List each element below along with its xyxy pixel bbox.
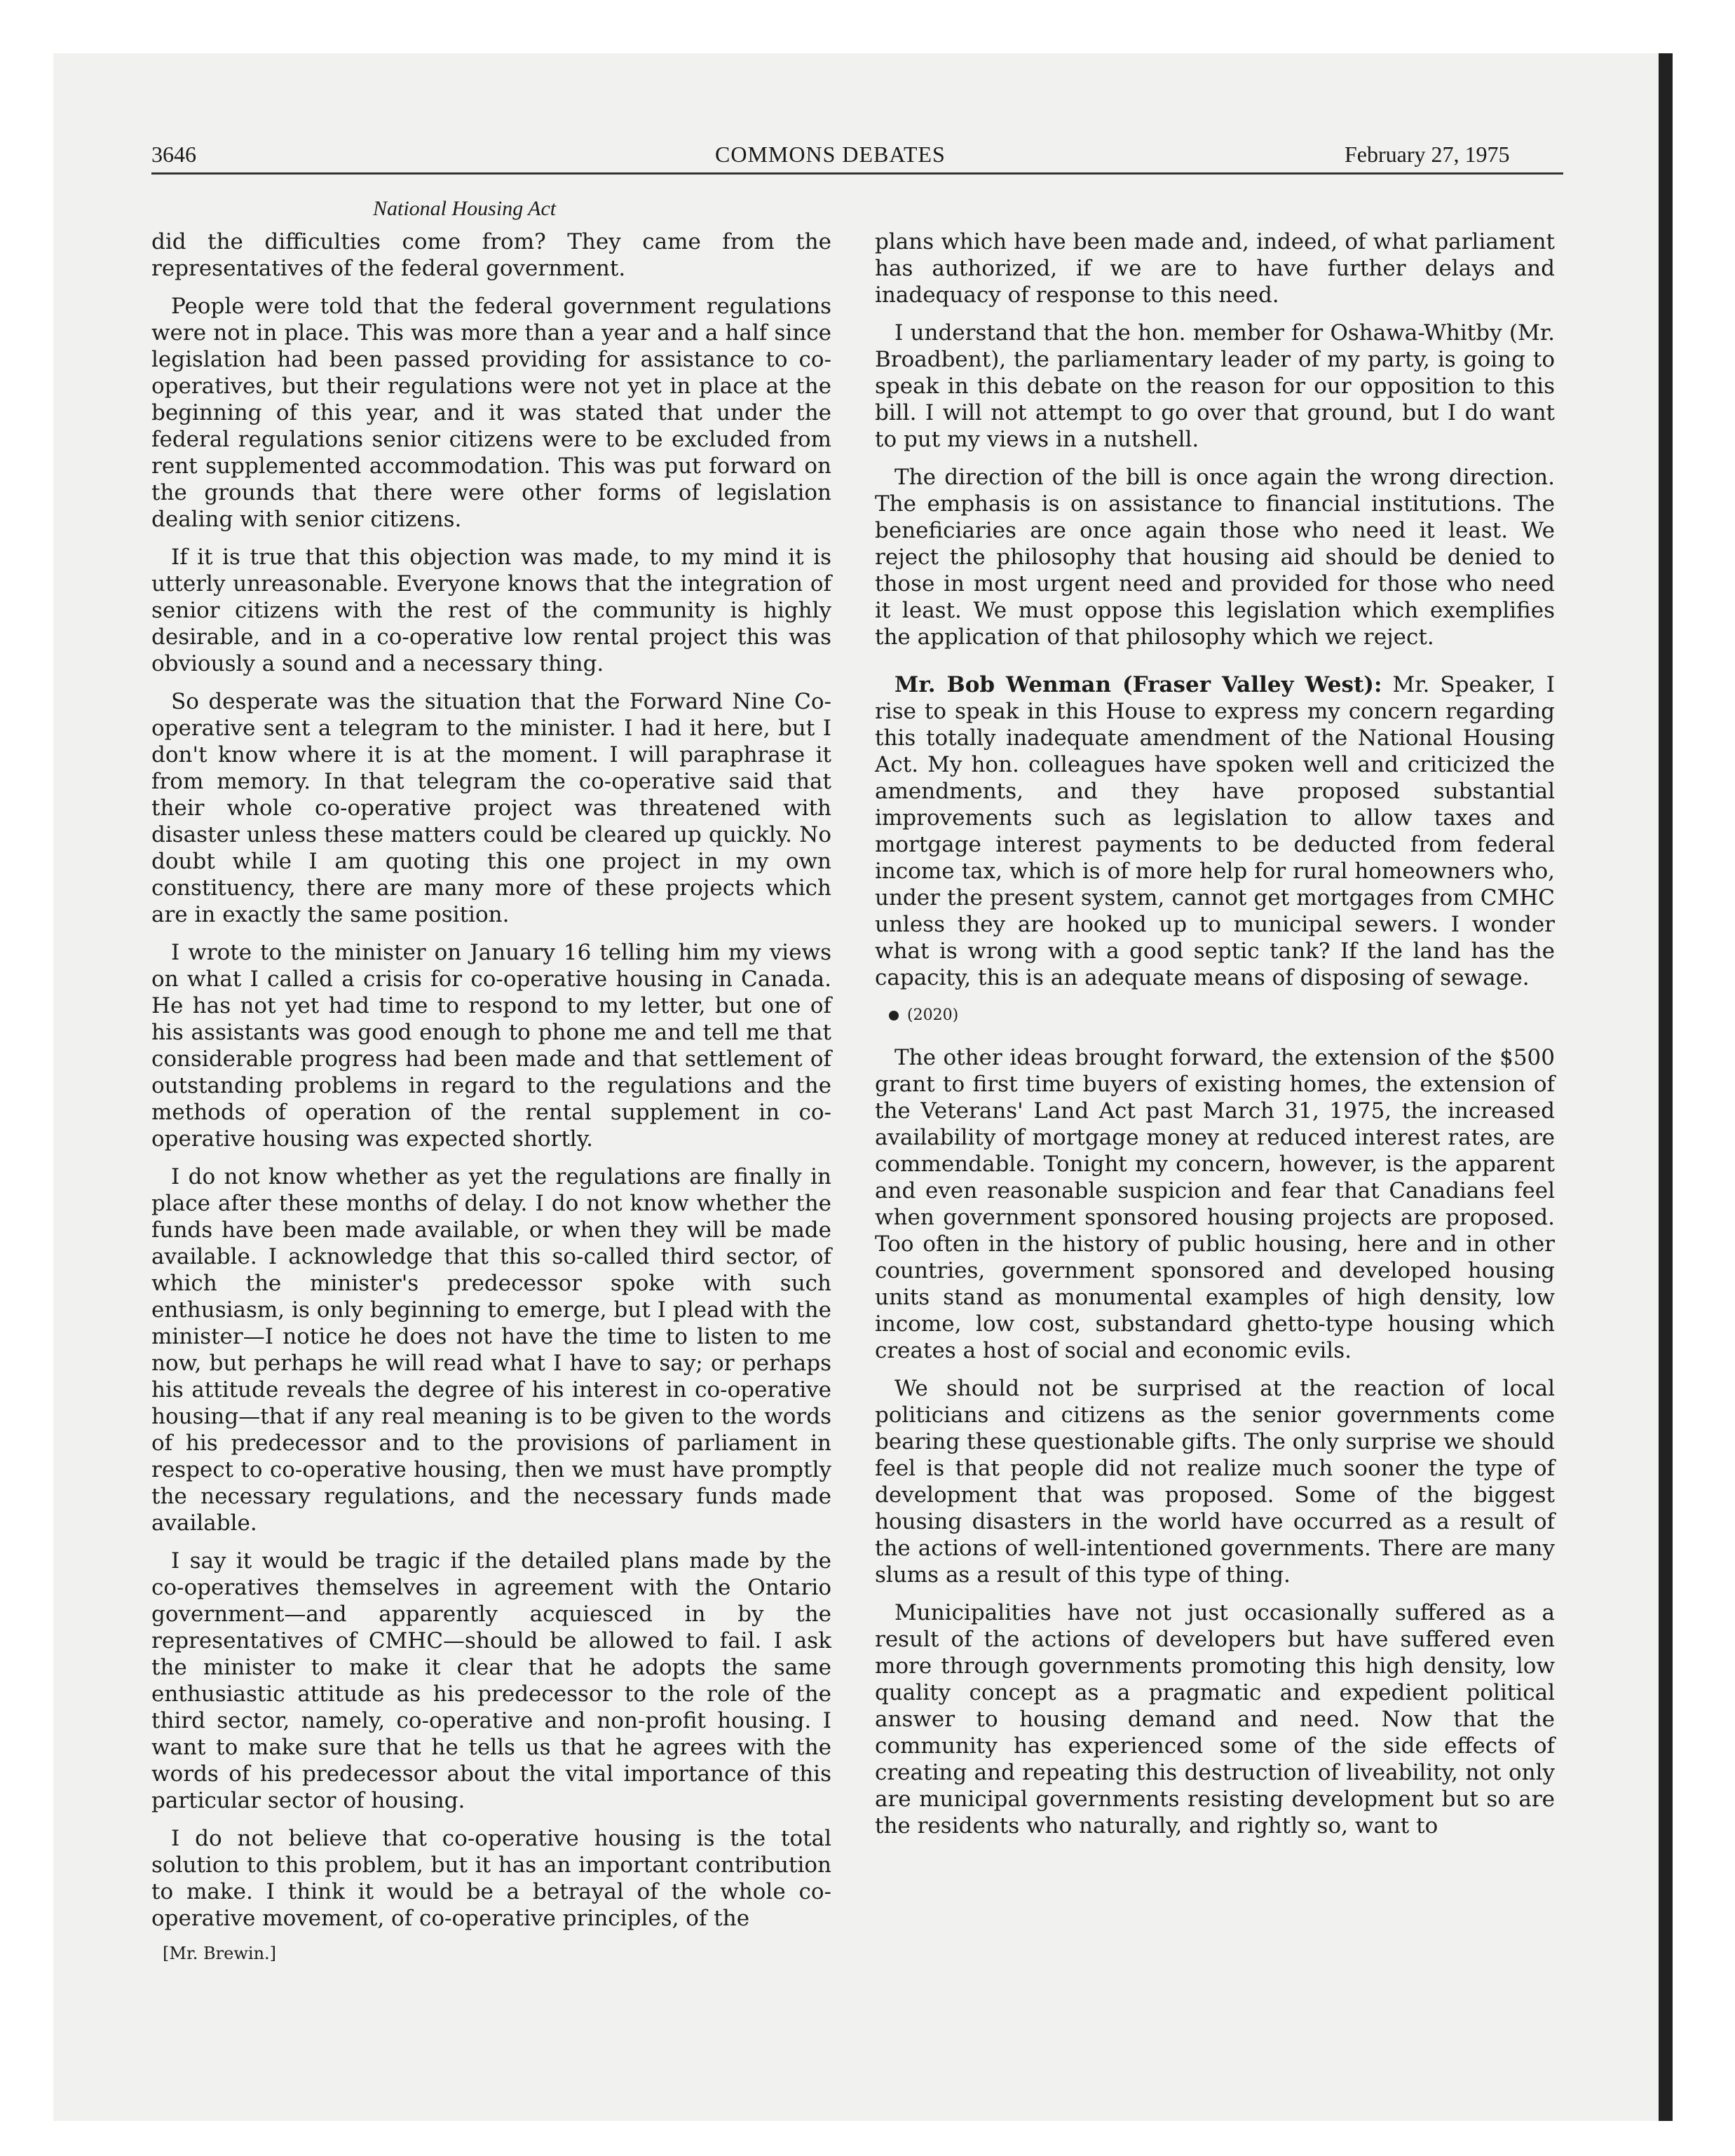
paragraph: We should not be surprised at the reaction of local politicians and citizens as the senior governments come bearing these questionable gifts. The only surprise we should feel is that people did not realize much sooner the type of development that was proposed. Some of the biggest housing disasters in the world have occurred as a result of the actions of well-intentioned governments. There are many slums as a result of this type of thing. xyxy=(875,1376,1555,1588)
paragraph: I say it would be tragic if the detailed plans made by the co-operatives themselves in agreement with the Ontario government—and apparently acquiesced in by the representatives of CMHC—should be allowed to fail. I ask the minister to make it clear that he adopts the same enthusiastic attitude as his predecessor to the role of the third sector, namely, co-operative and non-profit housing. I want to make sure that he tells us that he agrees with the words of his predecessor about the vital importance of this particular sector of housing. xyxy=(151,1548,831,1813)
paragraph: I understand that the hon. member for Oshawa-Whitby (Mr. Broadbent), the parliamentary leader of my party, is going to speak in this debate on the reason for our opposition to this bill. I will not attempt to go over that ground, but I do want to put my views in a nutshell. xyxy=(875,320,1555,452)
paragraph: So desperate was the situation that the Forward Nine Co-operative sent a telegram to the minister. I had it here, but I don't know where it is at the moment. I will paraphrase it from memory. In that telegram the co-operative said that their whole co-operative project was threatened with disaster unless these matters could be cleared up quickly. No doubt while I am quoting this one project in my own constituency, there are many more of these projects which are in exactly the same position. xyxy=(151,689,831,927)
paragraph: I wrote to the minister on January 16 telling him my views on what I called a crisis for co-operative housing in Canada. He has not yet had time to respond to my letter, but one of his assistants was good enough to phone me and tell me that considerable progress had been made and that settlement of outstanding problems in regard to the regulations and the methods of operation of the rental supplement in co-operative housing was expected shortly. xyxy=(151,940,831,1152)
speaker-attribution: [Mr. Brewin.] xyxy=(163,1944,277,1963)
paragraph: plans which have been made and, indeed, of what parliament has authorized, if we are to have further delays and inadequacy of response to this need. xyxy=(875,229,1555,308)
running-title: National Housing Act xyxy=(373,197,557,220)
paragraph: I do not believe that co-operative housing is the total solution to this problem, but it has an important contribution to make. I think it would be a betrayal of the whole co-operative movement, of co-operative principles, of the xyxy=(151,1826,831,1931)
paragraph: did the difficulties come from? They came from the representatives of the federal government. xyxy=(151,229,831,281)
timestamp-marker xyxy=(875,1005,1555,1026)
timestamp: (2020) xyxy=(907,1007,959,1024)
issue-date: February 27, 1975 xyxy=(1345,142,1510,167)
speech-paragraph xyxy=(875,671,1555,991)
paragraph: If it is true that this objection was made, to my mind it is utterly unreasonable. Everyone knows that the integration of senior citizens with the rest of the community is highly desirable, and in a co-operative low rental project this was obviously a sound and a necessary thing. xyxy=(151,545,831,676)
speaker-name: Mr. Bob Wenman (Fraser Valley West): xyxy=(894,672,1382,697)
page-number: 3646 xyxy=(151,142,196,167)
paragraph: Municipalities have not just occasionally suffered as a result of the actions of developers but have suffered even more through governments promoting this high density, low quality concept as a pragmatic and expedient political answer to housing demand and need. Now that the community has experienced some of the side effects of creating and repeating this destruction of liveability, not only are municipal governments resisting development but so are the residents who naturally, and rightly so, want to xyxy=(875,1600,1555,1838)
paragraph: The direction of the bill is once again the wrong direction. The emphasis is on assistance to financial institutions. The beneficiaries are once again those who need it least. We reject the philosophy that housing aid should be denied to those in most urgent need and provided for those who need it least. We must oppose this legislation which exemplifies the application of that philosophy which we reject. xyxy=(875,465,1555,650)
speech-text: Mr. Speaker, I rise to speak in this House to express my concern regarding this totally inadequate amendment of the National Housing Act. My hon. colleagues have spoken well and criticized the amendments, and they have proposed substantial improvements such as legislation to allow taxes and mortgage interest payments to be deducted from federal income tax, which is of more help for rural homeowners who, under the present system, cannot get mortgages from CMHC unless they are hooked up to municipal sewers. I wonder what is wrong with a good septic tank? If the land has the capacity, this is an adequate means of disposing of sewage. xyxy=(875,672,1555,990)
header-rule xyxy=(151,172,1563,175)
paragraph: I do not know whether as yet the regulations are finally in place after these months of delay. I do not know whether the funds have been made available, or when they will be made available. I acknowledge that this so-called third sector, of which the minister's predecessor spoke with such enthusiasm, is only beginning to emerge, but I plead with the minister—I notice he does not have the time to listen to me now, but perhaps he will read what I have to say; or perhaps his attitude reveals the degree of his interest in co-operative housing—that if any real meaning is to be given to the words of his predecessor and to the provisions of parliament in respect to co-operative housing, then we must have promptly the necessary regulations, and the necessary funds made available. xyxy=(151,1164,831,1536)
paragraph: The other ideas brought forward, the extension of the $500 grant to first time buyers of existing homes, the extension of the Veterans' Land Act past March 31, 1975, the increased availability of mortgage money at reduced interest rates, are commendable. Tonight my concern, however, is the apparent and even reasonable suspicion and fear that Canadians feel when government sponsored housing projects are proposed. Too often in the history of public housing, here and in other countries, government sponsored and developed housing units stand as monumental examples of high density, low income, low cost, substandard ghetto-type housing which creates a host of social and economic evils. xyxy=(875,1045,1555,1363)
right-column xyxy=(875,228,1555,1850)
left-column xyxy=(151,228,831,1964)
paragraph: People were told that the federal government regulations were not in place. This was more than a year and a half since legislation had been passed providing for assistance to co-operatives, but their regulations were not yet in place at the beginning of this year, and it was stated that under the federal regulations senior citizens were to be excluded from rent supplemented accommodation. This was put forward on the grounds that there were other forms of legislation dealing with senior citizens. xyxy=(151,294,831,532)
scan-edge-bar xyxy=(1659,53,1673,2121)
bullet-icon xyxy=(889,1011,899,1021)
journal-title: COMMONS DEBATES xyxy=(715,142,946,167)
